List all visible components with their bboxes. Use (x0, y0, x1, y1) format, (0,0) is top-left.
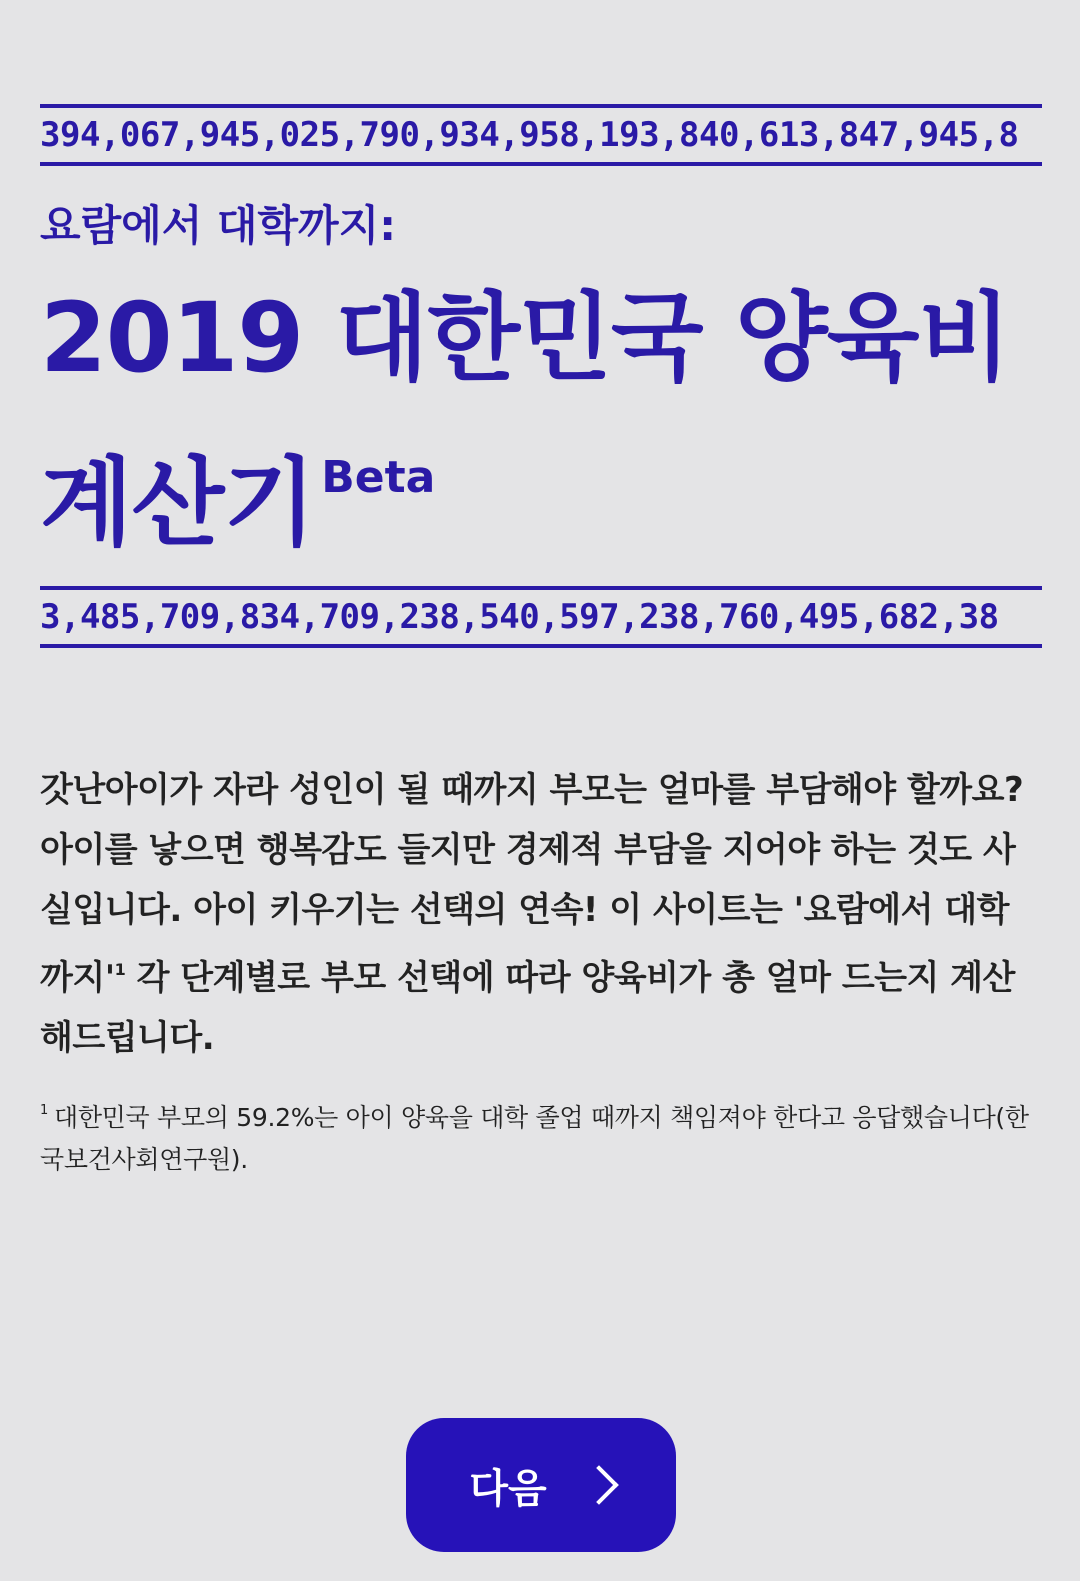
number-ticker-top (40, 104, 1042, 166)
chevron-right-icon (579, 1465, 619, 1505)
page-subtitle: 요람에서 대학까지: (40, 201, 396, 250)
intro-text-part2: 각 단계별로 부모 선택에 따라 양육비가 총 얼마 드는지 계산해드립니다. (40, 958, 1015, 1058)
footnote-text: 대한민국 부모의 59.2%는 아이 양육을 대학 졸업 때까지 책임져야 한다고 응답했습니다(한국보건사회연구원). (40, 1103, 1029, 1174)
ticker-bottom-text: 3,485,709,834,709,238,540,597,238,760,495,682,38 (40, 597, 999, 637)
next-button[interactable] (406, 1418, 676, 1552)
number-ticker-bottom (40, 586, 1042, 648)
page-title-text: 2019 대한민국 양육비 계산기 (40, 282, 1011, 559)
footnote (40, 1090, 1040, 1181)
page-title (40, 268, 1040, 573)
footnote-reference: 1 (114, 960, 126, 979)
intro-text-part1: 갓난아이가 자라 성인이 될 때까지 부모는 얼마를 부담해야 할까요? 아이를 낳으면 행복감도 들지만 경제적 부담을 지어야 하는 것도 사실입니다. 아이 키우기는 선택의 연속! 이 사이트는 '요람에서 대학까지' (40, 770, 1024, 998)
beta-badge: Beta (321, 452, 436, 503)
next-button-label: 다음 (469, 1465, 547, 1512)
ticker-top-text: 394,067,945,025,790,934,958,193,840,613,847,945,8 (40, 115, 1019, 155)
intro-paragraph (40, 760, 1040, 1068)
footnote-marker: 1 (40, 1103, 48, 1118)
